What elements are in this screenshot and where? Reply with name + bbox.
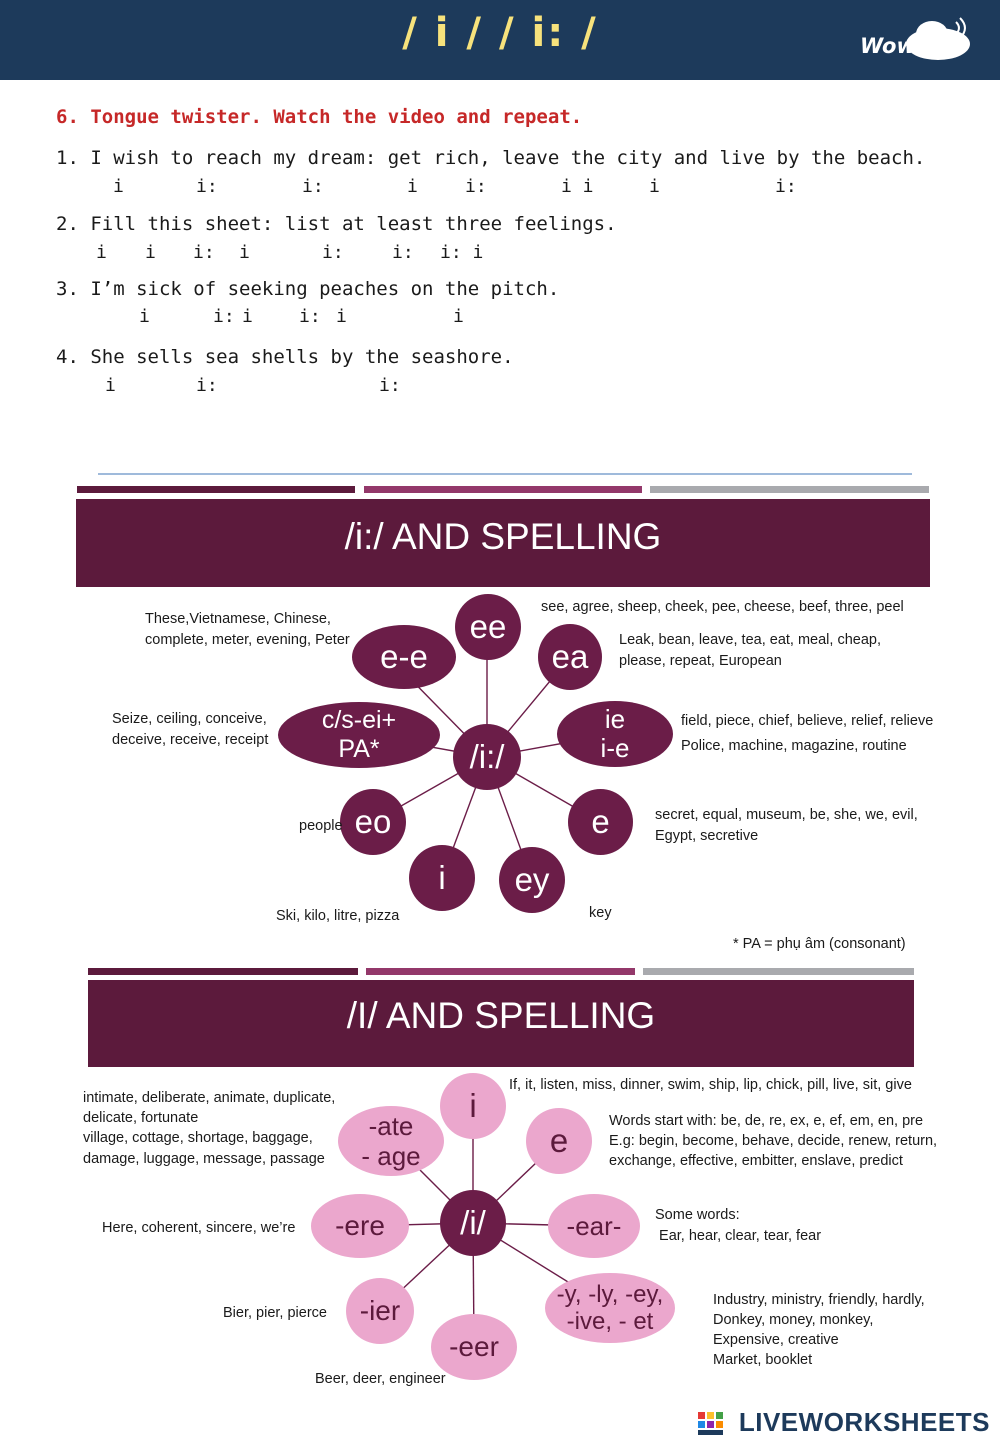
words-ate-age: damage, luggage, message, passage — [83, 1151, 325, 1167]
words-e-e: These,Vietnamese, Chinese, — [145, 611, 331, 627]
words-y: Industry, ministry, friendly, hardly, — [713, 1292, 925, 1308]
sound-mark: i: — [775, 176, 797, 197]
bubble-eer: -eer — [431, 1314, 517, 1380]
words-ey: key — [589, 905, 612, 921]
words-ier: Bier, pier, pierce — [223, 1305, 327, 1321]
center-bubble-long-ee: /i:/ — [453, 724, 521, 790]
bubble-ere: -ere — [311, 1194, 409, 1258]
bubble-i: i — [409, 845, 475, 911]
words-e: Words start with: be, de, re, ex, e, ef, em, en, pre — [609, 1113, 924, 1129]
bubble-c-s-ei-pa: c/s-ei+ PA* — [278, 702, 440, 768]
sound-mark: i: i — [440, 242, 484, 263]
center-bubble-short-i: /i/ — [440, 1190, 506, 1256]
bubble-ate-age: -ate - age — [338, 1106, 444, 1176]
words-ear: Some words: — [655, 1207, 740, 1223]
sound-mark: i: — [302, 176, 324, 197]
words-ere: Here, coherent, sincere, we’re — [102, 1220, 296, 1236]
words-ie: Police, machine, magazine, routine — [681, 738, 907, 754]
section-title-short-i: /I/ AND SPELLING — [88, 980, 914, 1067]
sound-mark: i — [649, 176, 660, 197]
liveworksheets-icon — [698, 1412, 724, 1436]
sound-mark: i — [139, 306, 150, 327]
sound-mark: i: — [392, 242, 414, 263]
words-ea: Leak, bean, leave, tea, eat, meal, cheap, — [619, 632, 881, 648]
words-eer: Beer, deer, engineer — [315, 1371, 446, 1387]
liveworksheets-brand: LIVEWORKSHEETS — [738, 1407, 990, 1437]
sound-mark: i — [105, 375, 116, 396]
bubble-i: i — [440, 1073, 506, 1139]
bubble-e: e — [568, 789, 633, 855]
words-c-s-ei: deceive, receive, receipt — [112, 732, 269, 748]
sentence-2: 2. Fill this sheet: list at least three feelings. — [56, 213, 617, 235]
sound-mark: i — [407, 176, 418, 197]
sound-mark: i — [113, 176, 124, 197]
sentence-4: 4. She sells sea shells by the seashore. — [56, 346, 514, 368]
bubble-ear: -ear- — [548, 1194, 640, 1258]
words-ea: please, repeat, European — [619, 653, 782, 669]
sound-mark: i — [242, 306, 253, 327]
words-i: If, it, listen, miss, dinner, swim, ship, lip, chick, pill, live, sit, give — [509, 1077, 912, 1093]
bubble-ie: ie i-e — [557, 701, 673, 767]
words-i: Ski, kilo, litre, pizza — [276, 908, 400, 924]
sentence-1: 1. I wish to reach my dream: get rich, leave the city and live by the beach. — [56, 147, 926, 169]
sound-mark: i — [96, 242, 107, 263]
words-e-e: complete, meter, evening, Peter — [145, 632, 350, 648]
words-e: E.g: begin, become, behave, decide, renew, return, — [609, 1133, 938, 1149]
sound-mark: i: — [465, 176, 487, 197]
words-ate-age: village, cottage, shortage, baggage, — [83, 1130, 313, 1146]
sound-mark: i: — [379, 375, 401, 396]
page-title: / i / / i: / — [402, 10, 598, 56]
words-ee: see, agree, sheep, cheek, pee, cheese, beef, three, peel — [541, 599, 904, 615]
sound-mark: i: — [213, 306, 235, 327]
sentence-3: 3. I’m sick of seeking peaches on the pitch. — [56, 278, 560, 300]
bubble-ey: ey — [499, 847, 565, 913]
bubble-ier: -ier — [346, 1278, 414, 1344]
sound-mark: i: — [196, 375, 218, 396]
sound-mark: i — [239, 242, 250, 263]
sound-mark: i — [453, 306, 464, 327]
words-y: Market, booklet — [713, 1352, 813, 1368]
words-y: Donkey, money, monkey, — [713, 1312, 874, 1328]
words-ear: Ear, hear, clear, tear, fear — [655, 1228, 822, 1244]
sound-mark: i: — [322, 242, 344, 263]
section-title-long-ee: /i:/ AND SPELLING — [76, 499, 930, 587]
logo-text: WowSky — [860, 34, 959, 58]
words-ate-age: intimate, deliberate, animate, duplicate, — [83, 1090, 336, 1106]
sound-mark: i: — [299, 306, 321, 327]
bubble-y-ly-ey: -y, -ly, -ey, -ive, - et — [545, 1273, 675, 1343]
words-e: Egypt, secretive — [655, 828, 759, 844]
exercise-title: 6. Tongue twister. Watch the video and repeat. — [56, 106, 583, 128]
bubble-ee: ee — [455, 594, 521, 660]
words-y: Expensive, creative — [713, 1332, 839, 1348]
bubble-eo: eo — [340, 789, 406, 855]
pa-note: * PA = phụ âm (consonant) — [733, 936, 906, 952]
bubble-e-e: e-e — [352, 625, 456, 689]
sound-mark: i: — [193, 242, 215, 263]
words-ate-age: delicate, fortunate — [83, 1110, 199, 1126]
sound-mark: i — [145, 242, 156, 263]
words-e: exchange, effective, embitter, enslave, predict — [609, 1153, 903, 1169]
sound-mark: i — [336, 306, 347, 327]
words-e: secret, equal, museum, be, she, we, evil, — [655, 807, 918, 823]
sound-mark: i i — [561, 176, 594, 197]
bubble-e: e — [526, 1108, 592, 1174]
sound-mark: i: — [196, 176, 218, 197]
words-ie: field, piece, chief, believe, relief, relieve — [681, 713, 934, 729]
words-eo: people — [299, 818, 343, 834]
bubble-ea: ea — [538, 624, 602, 690]
words-c-s-ei: Seize, ceiling, conceive, — [112, 711, 267, 727]
